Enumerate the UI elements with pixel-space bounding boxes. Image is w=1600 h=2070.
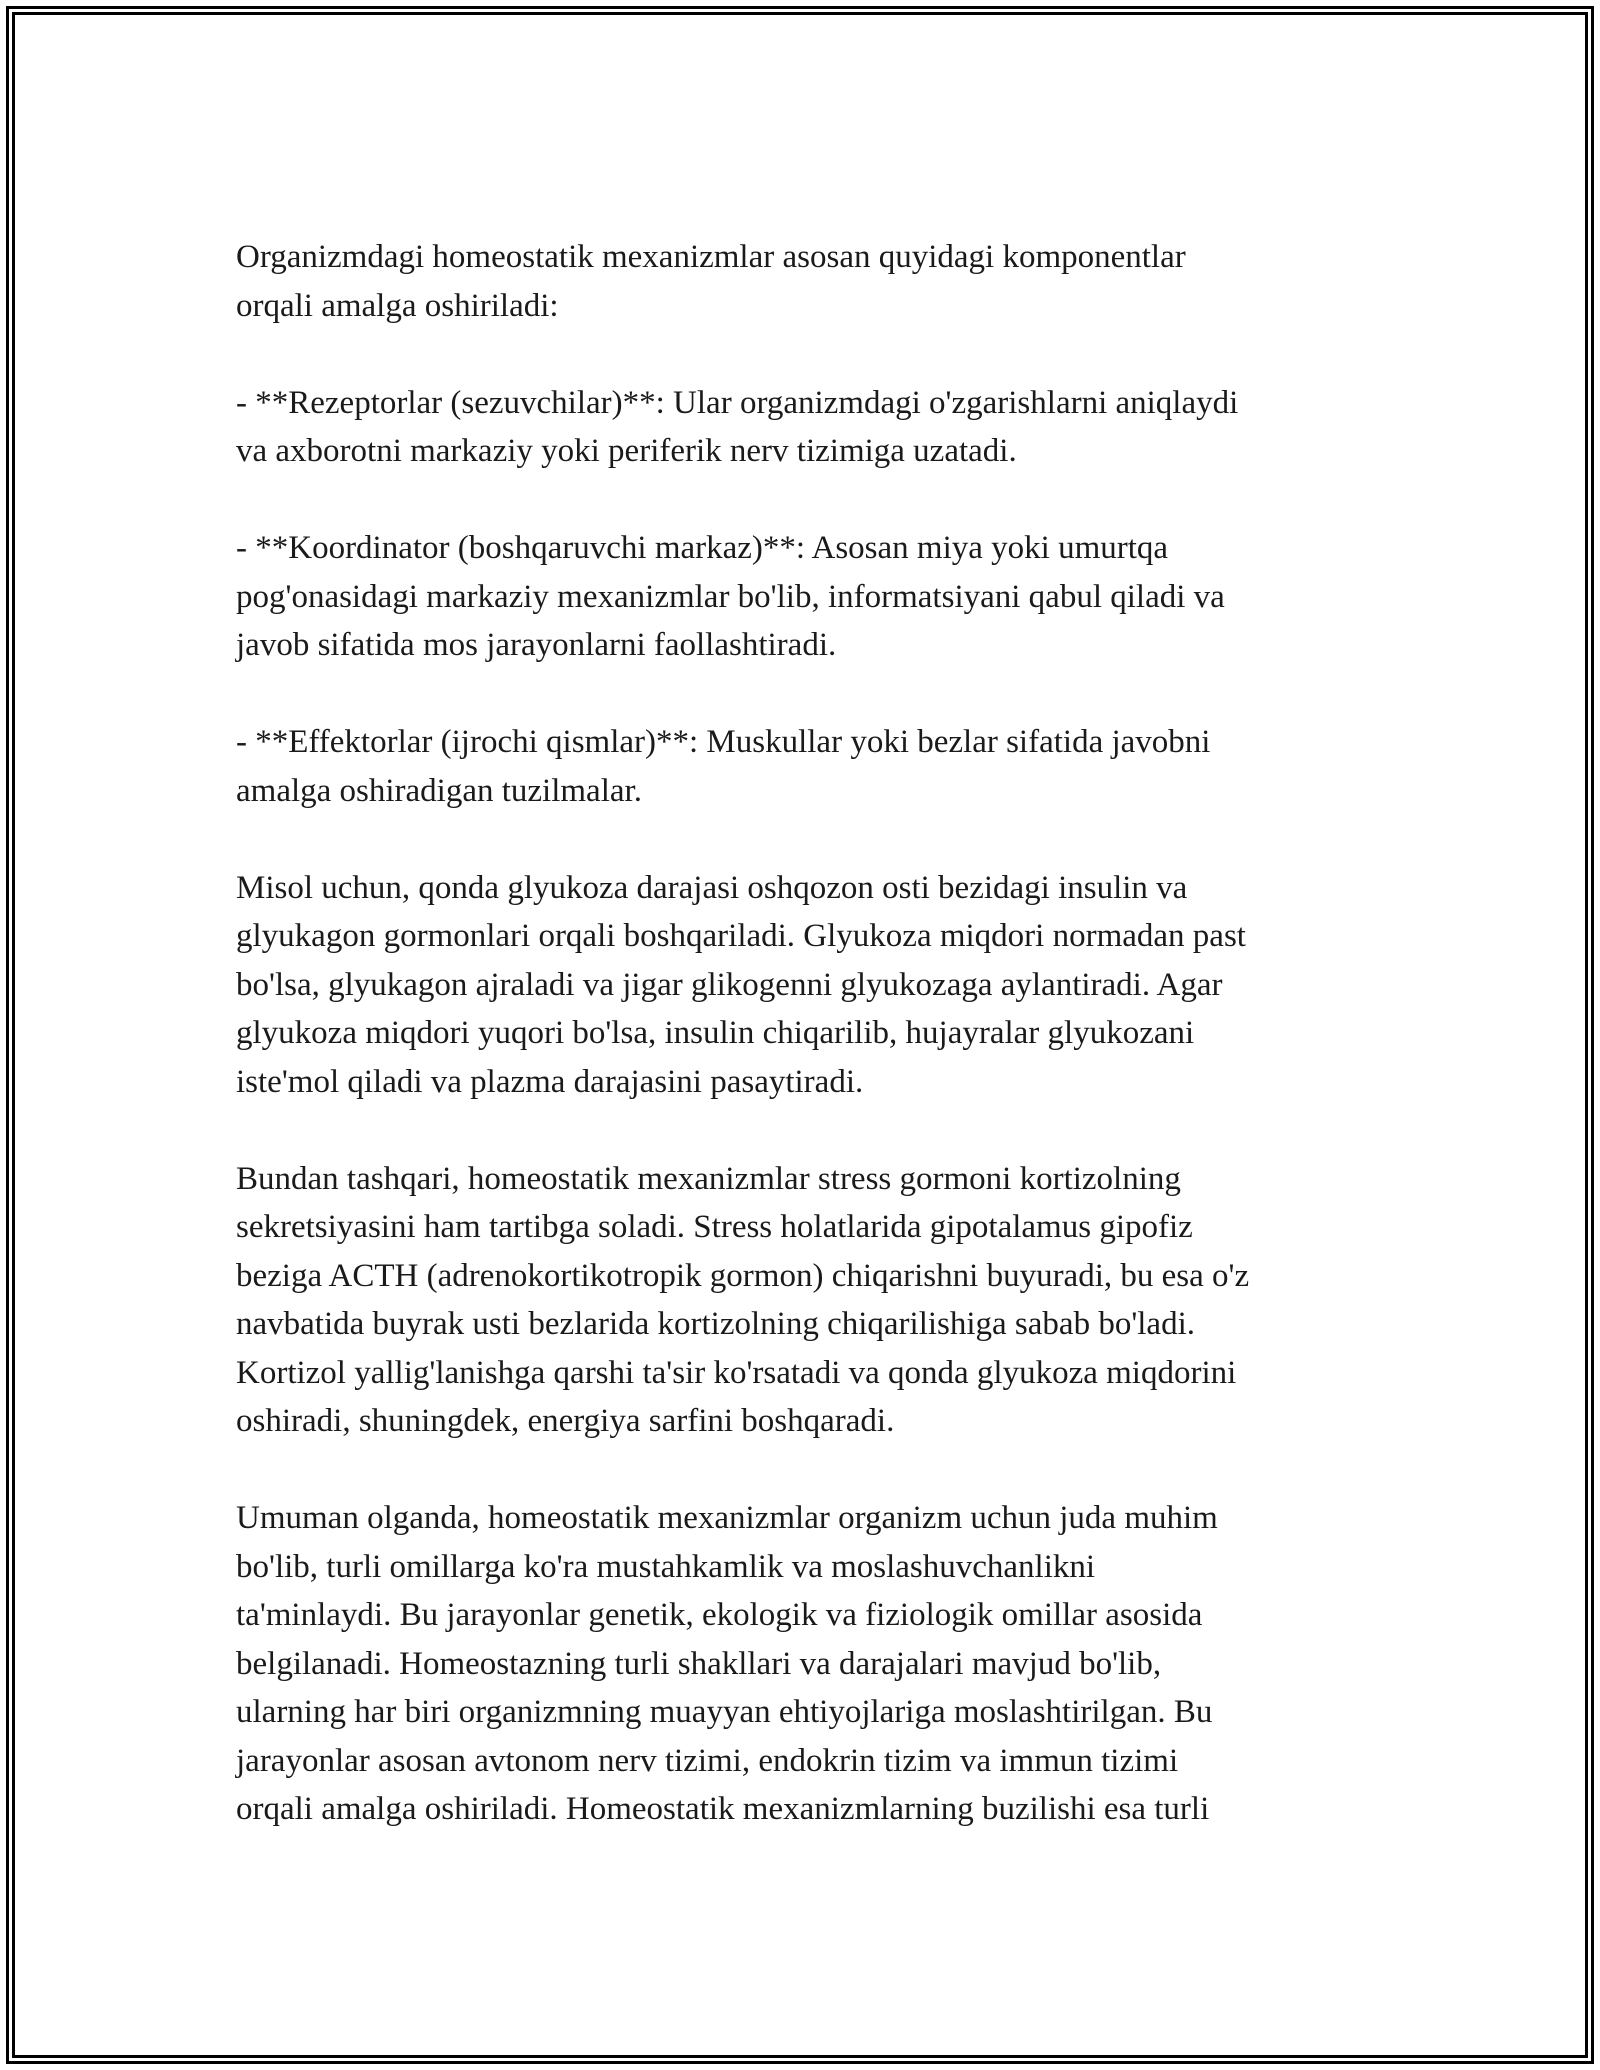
text-line: Kortizol yallig'lanishga qarshi ta'sir ko'rsatadi va qonda glyukoza miqdorini <box>236 1354 1237 1391</box>
text-line: - **Rezeptorlar (sezuvchilar)**: Ular organizmdagi o'zgarishlarni aniqlaydi <box>236 384 1239 421</box>
text-line: oshiradi, shuningdek, energiya sarfini boshqaradi. <box>236 1403 895 1439</box>
text-line: iste'mol qiladi va plazma darajasini pasaytiradi. <box>236 1063 864 1100</box>
paragraph-glucose-example <box>236 864 1376 1107</box>
list-item-receptors <box>236 379 1376 476</box>
text-line: Misol uchun, qonda glyukoza darajasi oshqozon osti bezidagi insulin va <box>236 869 1188 906</box>
text-line: ularning har biri organizmning muayyan ehtiyojlariga moslashtirilgan. Bu <box>236 1694 1213 1730</box>
text-line: navbatida buyrak usti bezlarida kortizolning chiqarilishiga sabab bo'ladi. <box>236 1306 1195 1342</box>
text-line: glyukagon gormonlari orqali boshqariladi. Glyukoza miqdori normadan past <box>236 918 1246 954</box>
paragraph-cortisol <box>236 1155 1376 1446</box>
paragraph-summary <box>236 1494 1376 1834</box>
text-line: orqali amalga oshiriladi. Homeostatik mexanizmlarning buzilishi esa turli <box>236 1791 1210 1827</box>
text-line: va axborotni markaziy yoki periferik nerv tizimiga uzatadi. <box>236 433 1017 469</box>
text-line: pog'onasidagi markaziy mexanizmlar bo'lib, informatsiyani qabul qiladi va <box>236 578 1225 615</box>
list-item-coordinator <box>236 524 1376 670</box>
text-line: Organizmdagi homeostatik mexanizmlar asosan quyidagi komponentlar <box>236 239 1186 275</box>
text-line: - **Effektorlar (ijrochi qismlar)**: Muskullar yoki bezlar sifatida javobni <box>236 724 1211 760</box>
text-line: - **Koordinator (boshqaruvchi markaz)**: Asosan miya yoki umurtqa <box>236 530 1169 566</box>
text-line: bo'lsa, glyukagon ajraladi va jigar glikogenni glyukozaga aylantiradi. Agar <box>236 966 1223 1003</box>
text-line: beziga ACTH (adrenokortikotropik gormon) chiqarishni buyuradi, bu esa o'z <box>236 1257 1250 1294</box>
text-line: bo'lib, turli omillarga ko'ra mustahkamlik va moslashuvchanlikni <box>236 1548 1096 1585</box>
text-line: amalga oshiradigan tuzilmalar. <box>236 772 642 809</box>
paragraph-intro <box>236 233 1376 330</box>
text-line: orqali amalga oshiriladi: <box>236 287 559 324</box>
text-line: jarayonlar asosan avtonom nerv tizimi, endokrin tizim va immun tizimi <box>236 1742 1179 1779</box>
text-line: sekretsiyasini ham tartibga soladi. Stress holatlarida gipotalamus gipofiz <box>236 1209 1193 1245</box>
list-item-effectors <box>236 718 1376 815</box>
text-line: Bundan tashqari, homeostatik mexanizmlar stress gormoni kortizolning <box>236 1160 1181 1197</box>
text-line: javob sifatida mos jarayonlarni faollashtiradi. <box>236 627 837 663</box>
text-line: ta'minlaydi. Bu jarayonlar genetik, ekologik va fiziologik omillar asosida <box>236 1597 1203 1633</box>
document-body <box>236 233 1376 1882</box>
text-line: Umuman olganda, homeostatik mexanizmlar organizm uchun juda muhim <box>236 1500 1218 1536</box>
text-line: belgilanadi. Homeostazning turli shakllari va darajalari mavjud bo'lib, <box>236 1645 1162 1682</box>
text-line: glyukoza miqdori yuqori bo'lsa, insulin chiqarilib, hujayralar glyukozani <box>236 1015 1195 1051</box>
